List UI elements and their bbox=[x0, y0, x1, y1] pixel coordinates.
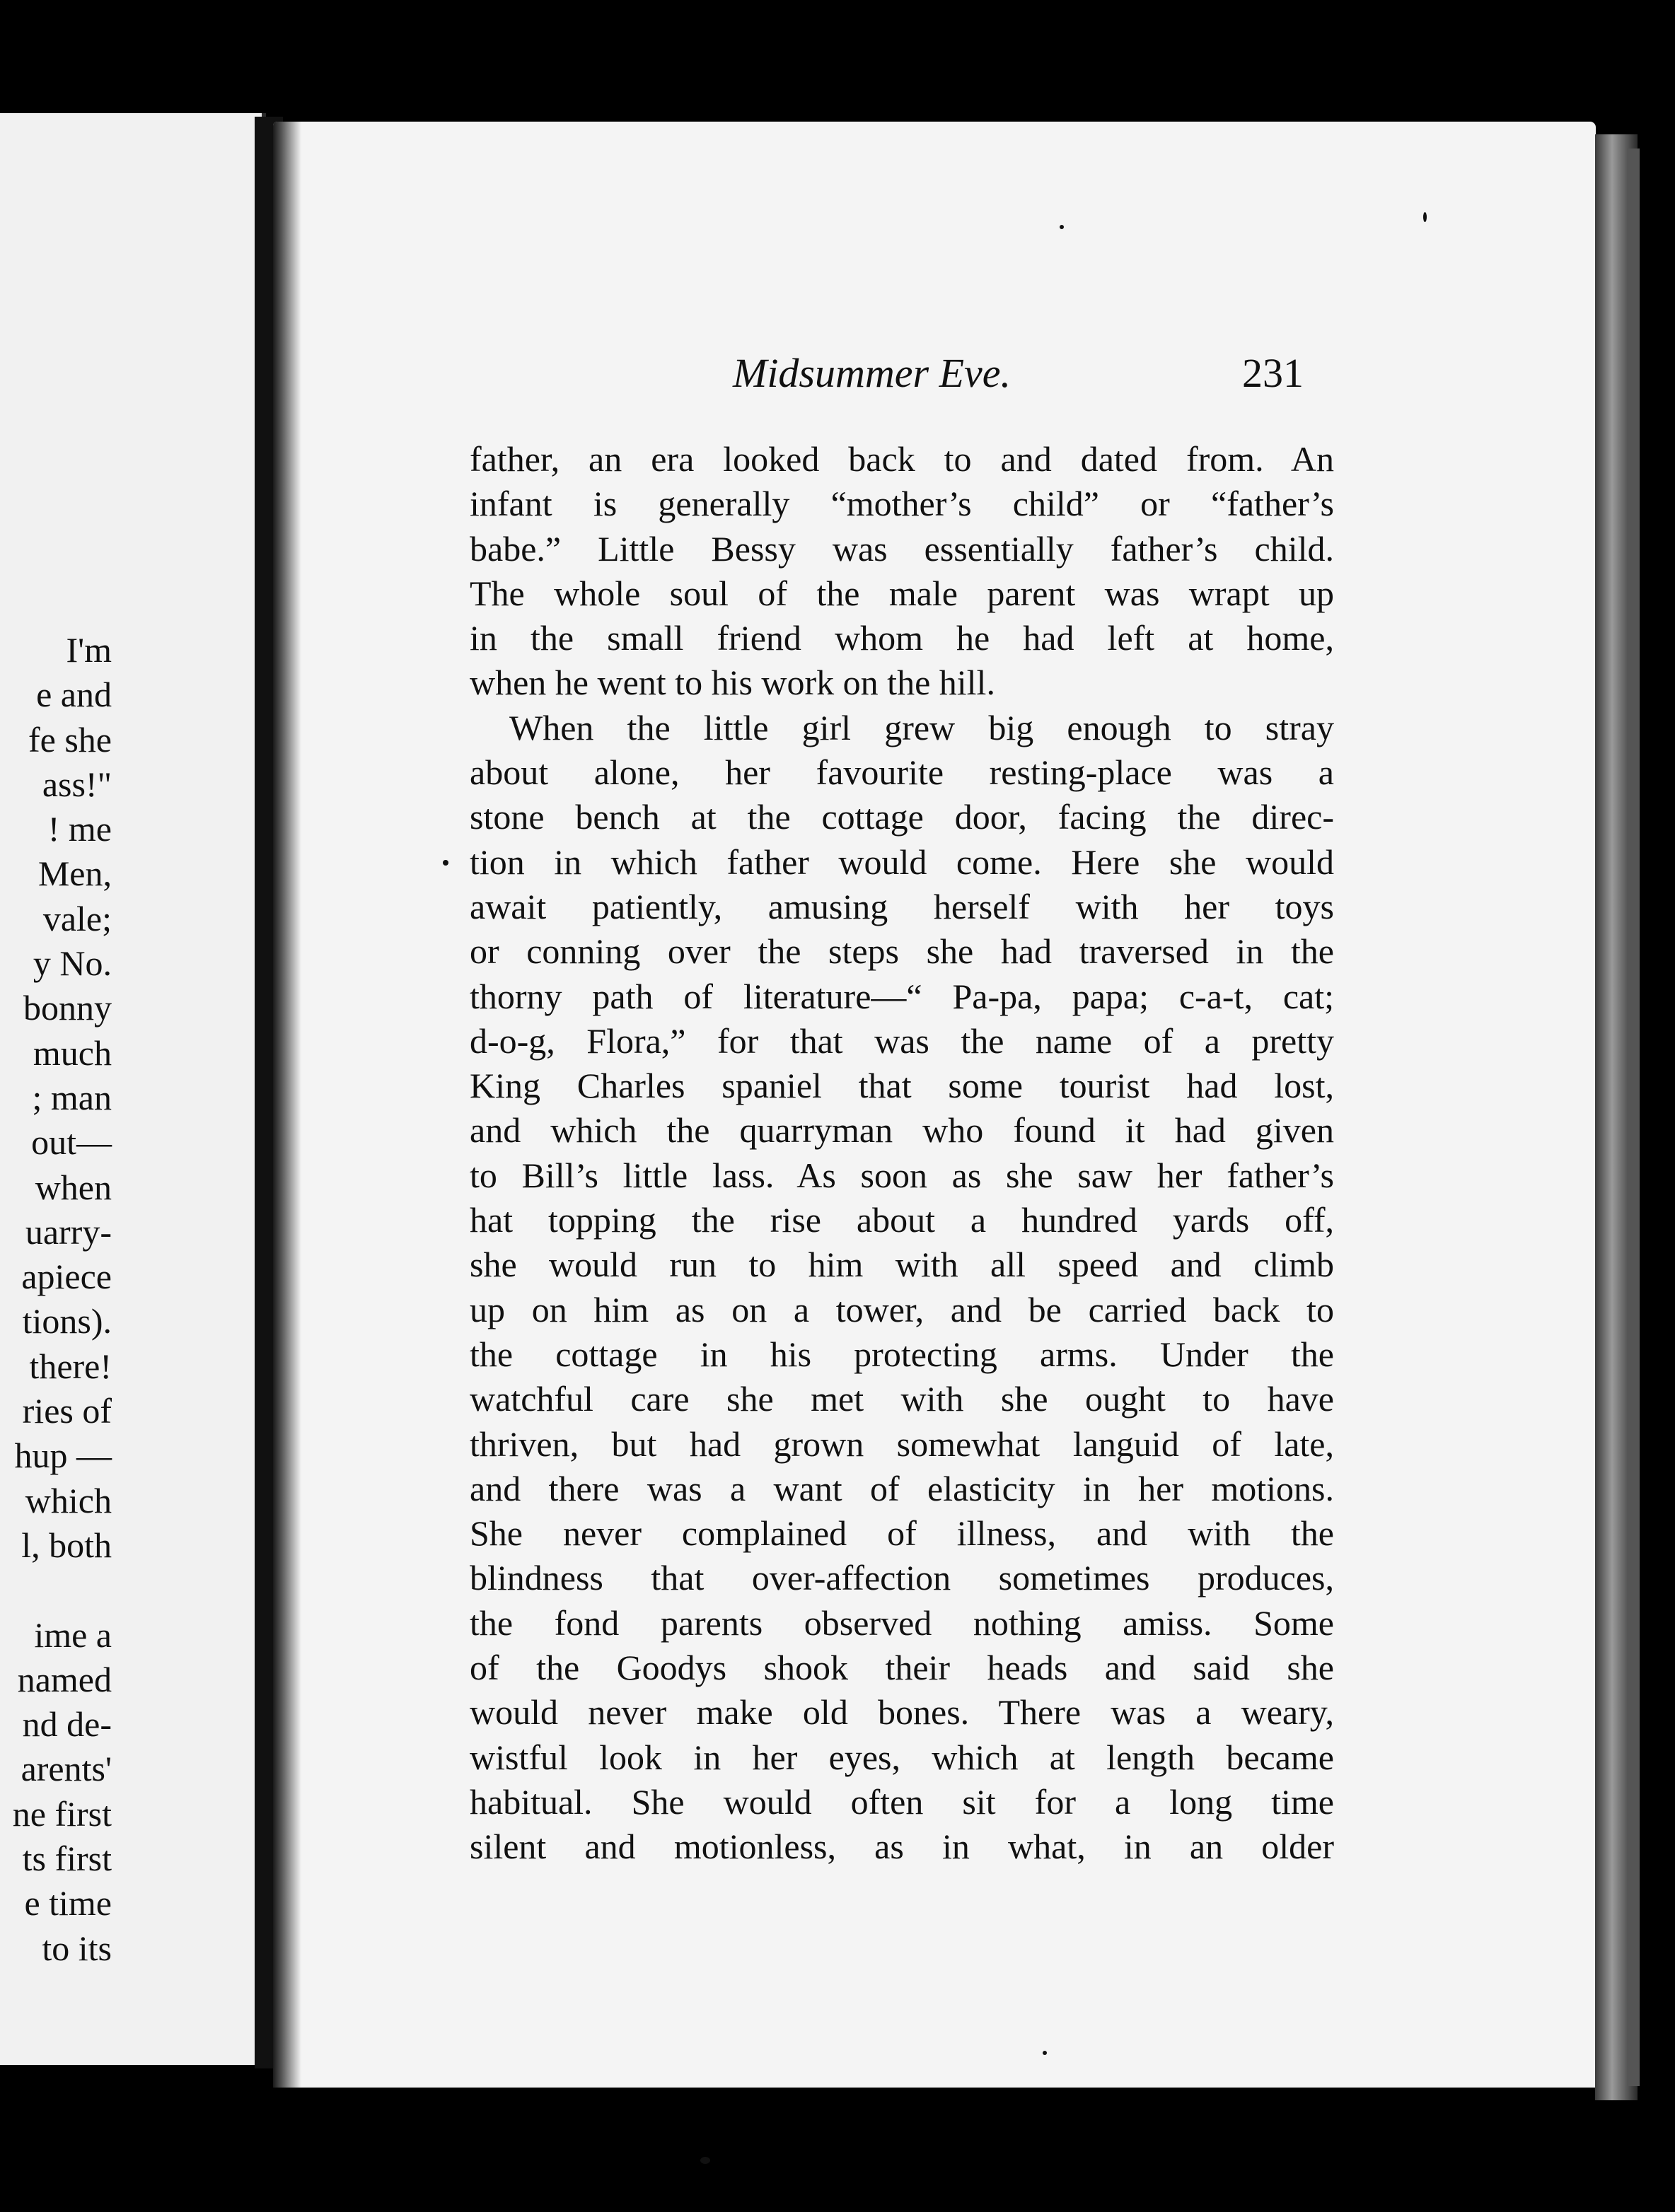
ink-speck bbox=[1423, 212, 1427, 222]
text-line: When the little girl grew big enough to stray bbox=[509, 707, 1334, 747]
text-line: She never complained of illness, and with the bbox=[470, 1513, 1334, 1554]
left-page-fragment-line: ass!" bbox=[42, 764, 112, 804]
left-page-fragment-line bbox=[0, 1568, 112, 1612]
text-line: up on him as on a tower, and be carried back to bbox=[470, 1289, 1334, 1329]
left-page-fragment-line: hup — bbox=[14, 1436, 112, 1476]
left-page-fragment-line: ! me bbox=[47, 809, 112, 849]
left-page-fragment-line: fe she bbox=[28, 719, 112, 759]
ink-speck bbox=[1060, 225, 1064, 229]
running-head: Midsummer Eve. bbox=[733, 350, 1012, 396]
text-line: blindness that over-affection sometimes produces, bbox=[470, 1558, 1334, 1598]
left-page-fragment-line: l, both bbox=[21, 1525, 112, 1565]
text-line: babe.” Little Bessy was essentially father’s child. bbox=[470, 528, 1334, 569]
left-page-fragment-line: ts first bbox=[22, 1839, 112, 1879]
left-facing-page bbox=[0, 113, 266, 2065]
text-line: thorny path of literature—“ Pa-pa, papa; c-a-t, cat; bbox=[470, 976, 1334, 1016]
text-line: The whole soul of the male parent was wrapt up bbox=[470, 573, 1334, 613]
left-page-fragment-line: e time bbox=[24, 1883, 112, 1923]
left-page-fragment-line: ime a bbox=[34, 1614, 112, 1655]
text-line: when he went to his work on the hill. bbox=[470, 663, 995, 703]
left-page-fragment-line: ries of bbox=[22, 1391, 112, 1431]
text-line: the fond parents observed nothing amiss. Some bbox=[470, 1602, 1334, 1643]
left-page-fragment-line: nd de- bbox=[22, 1704, 112, 1745]
text-line: or conning over the steps she had traversed in the bbox=[470, 931, 1334, 972]
left-page-fragment-line: ; man bbox=[32, 1077, 112, 1117]
text-line: d-o-g, Flora,” for that was the name of a pretty bbox=[470, 1020, 1334, 1061]
left-page-fragment-line: bonny bbox=[23, 988, 112, 1028]
left-page-fragment-line: there! bbox=[29, 1346, 112, 1386]
text-line: and there was a want of elasticity in her motions. bbox=[470, 1468, 1334, 1508]
page-number: 231 bbox=[1242, 350, 1304, 396]
text-line: tion in which father would come. Here she would bbox=[470, 842, 1334, 882]
left-page-fragment-line: much bbox=[33, 1032, 112, 1073]
left-page-fragment-line: tions). bbox=[22, 1301, 112, 1341]
text-line: to Bill’s little lass. As soon as she saw her father’s bbox=[470, 1155, 1334, 1195]
left-page-fragment-line: arents' bbox=[21, 1749, 112, 1789]
text-line: wistful look in her eyes, which at length became bbox=[470, 1737, 1334, 1777]
left-page-fragment-line: when bbox=[35, 1167, 112, 1207]
left-page-text-fragments bbox=[0, 628, 112, 1971]
text-line: hat topping the rise about a hundred yards off, bbox=[470, 1200, 1334, 1240]
left-page-fragment-line: apiece bbox=[21, 1257, 112, 1297]
text-line: infant is generally “mother’s child” or “father’s bbox=[470, 484, 1334, 524]
text-line: the cottage in his protecting arms. Under the bbox=[470, 1334, 1334, 1374]
text-line: thriven, but had grown somewhat languid of late, bbox=[470, 1424, 1334, 1464]
ink-speck bbox=[1043, 2051, 1047, 2055]
text-line: would never make old bones. There was a weary, bbox=[470, 1692, 1334, 1733]
text-line: stone bench at the cottage door, facing the direc- bbox=[470, 797, 1334, 837]
text-line: she would run to him with all speed and climb bbox=[470, 1245, 1334, 1285]
left-page-fragment-line: vale; bbox=[42, 898, 112, 938]
left-page-fragment-line: out— bbox=[31, 1122, 112, 1163]
text-line: King Charles spaniel that some tourist had lost, bbox=[470, 1066, 1334, 1106]
text-line: watchful care she met with she ought to have bbox=[470, 1379, 1334, 1419]
text-line: of the Goodys shook their heads and said she bbox=[470, 1648, 1334, 1688]
text-line: father, an era looked back to and dated from. An bbox=[470, 439, 1334, 479]
left-page-fragment-line: which bbox=[25, 1480, 112, 1520]
ink-speck bbox=[700, 2157, 710, 2164]
text-line: silent and motionless, as in what, in an older bbox=[470, 1827, 1334, 1867]
text-line: await patiently, amusing herself with her toys bbox=[470, 886, 1334, 926]
text-line: about alone, her favourite resting-place was a bbox=[470, 752, 1334, 793]
left-page-fragment-line: Men, bbox=[37, 854, 112, 894]
left-page-fragment-line: e and bbox=[36, 675, 112, 715]
left-page-fragment-line: ne first bbox=[12, 1793, 112, 1834]
left-page-fragment-line: y No. bbox=[33, 943, 112, 984]
left-page-fragment-line: named bbox=[17, 1659, 112, 1699]
left-page-fragment-line: to its bbox=[42, 1928, 112, 1968]
ink-speck bbox=[443, 860, 448, 866]
left-page-fragment-line: uarry- bbox=[25, 1211, 112, 1252]
text-line: and which the quarryman who found it had given bbox=[470, 1110, 1334, 1151]
page-block-edge-shadow bbox=[1627, 149, 1640, 2086]
left-page-fragment-line: I'm bbox=[66, 630, 112, 670]
text-line: habitual. She would often sit for a long time bbox=[470, 1781, 1334, 1822]
page-body-text bbox=[470, 437, 1334, 1870]
text-line: in the small friend whom he had left at home, bbox=[470, 618, 1334, 658]
